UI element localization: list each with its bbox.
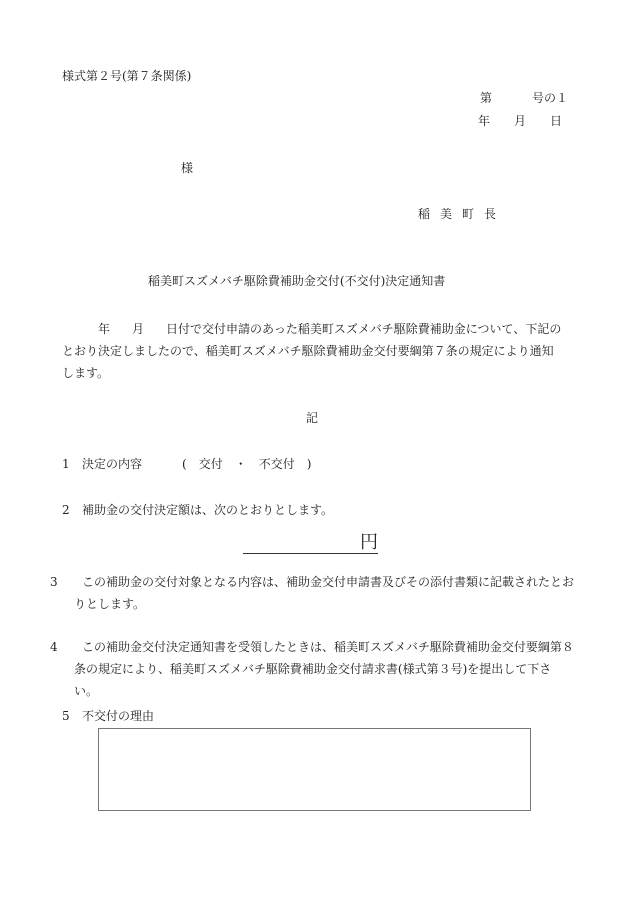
body-year: 年 xyxy=(98,322,111,336)
item-label: 決定の内容 xyxy=(82,457,143,471)
item-subject xyxy=(50,571,575,615)
item-label: 不交付の理由 xyxy=(82,709,155,723)
yen-unit: 円 xyxy=(360,532,378,553)
item-reason xyxy=(62,708,154,724)
document-title: 稲美町スズメバチ駆除費補助金交付(不交付)決定通知書 xyxy=(148,274,446,288)
date-year: 年 xyxy=(478,114,491,128)
ki-heading: 記 xyxy=(306,411,319,425)
item-number: 5 xyxy=(62,709,70,723)
addressee: 様 xyxy=(181,161,194,175)
item-decision xyxy=(62,456,311,472)
amount-field[interactable] xyxy=(243,533,378,554)
body-paragraph xyxy=(62,318,562,384)
item-request xyxy=(50,636,574,702)
doc-number-prefix: 第 xyxy=(480,91,493,105)
body-month: 月 xyxy=(132,322,145,336)
item-number: 3 xyxy=(50,575,58,589)
document-number xyxy=(480,90,568,106)
item-label: この補助金交付決定通知書を受領したときは、稲美町スズメバチ駆除費補助金交付要綱第８条の規定により、稲美町スズメバチ駆除費補助金交付請求書(様式第３号)を提出して下さい。 xyxy=(74,640,574,698)
issuer: 稲美町長 xyxy=(418,207,507,221)
item-number: 1 xyxy=(62,457,70,471)
reason-box[interactable] xyxy=(98,728,531,811)
item-label: この補助金の交付対象となる内容は、補助金交付申請書及びその添付書類に記載されたとおりとします。 xyxy=(74,575,575,611)
decision-options[interactable]: ( 交付 ・ 不交付 ) xyxy=(182,457,312,471)
item-amount xyxy=(62,502,333,518)
item-label: 補助金の交付決定額は、次のとおりとします。 xyxy=(82,503,334,517)
item-number: 2 xyxy=(62,503,70,517)
form-number: 様式第２号(第７条関係) xyxy=(62,69,192,83)
item-number: 4 xyxy=(50,640,58,654)
document-date xyxy=(478,113,562,129)
date-month: 月 xyxy=(514,114,527,128)
doc-number-suffix: 号の１ xyxy=(532,91,569,105)
date-day: 日 xyxy=(550,114,563,128)
body-text: 日付で交付申請のあった稲美町スズメバチ駆除費補助金について、下記のとおり決定しましたので、稲美町スズメバチ駆除費補助金交付要綱第７条の規定により通知します。 xyxy=(62,322,562,380)
